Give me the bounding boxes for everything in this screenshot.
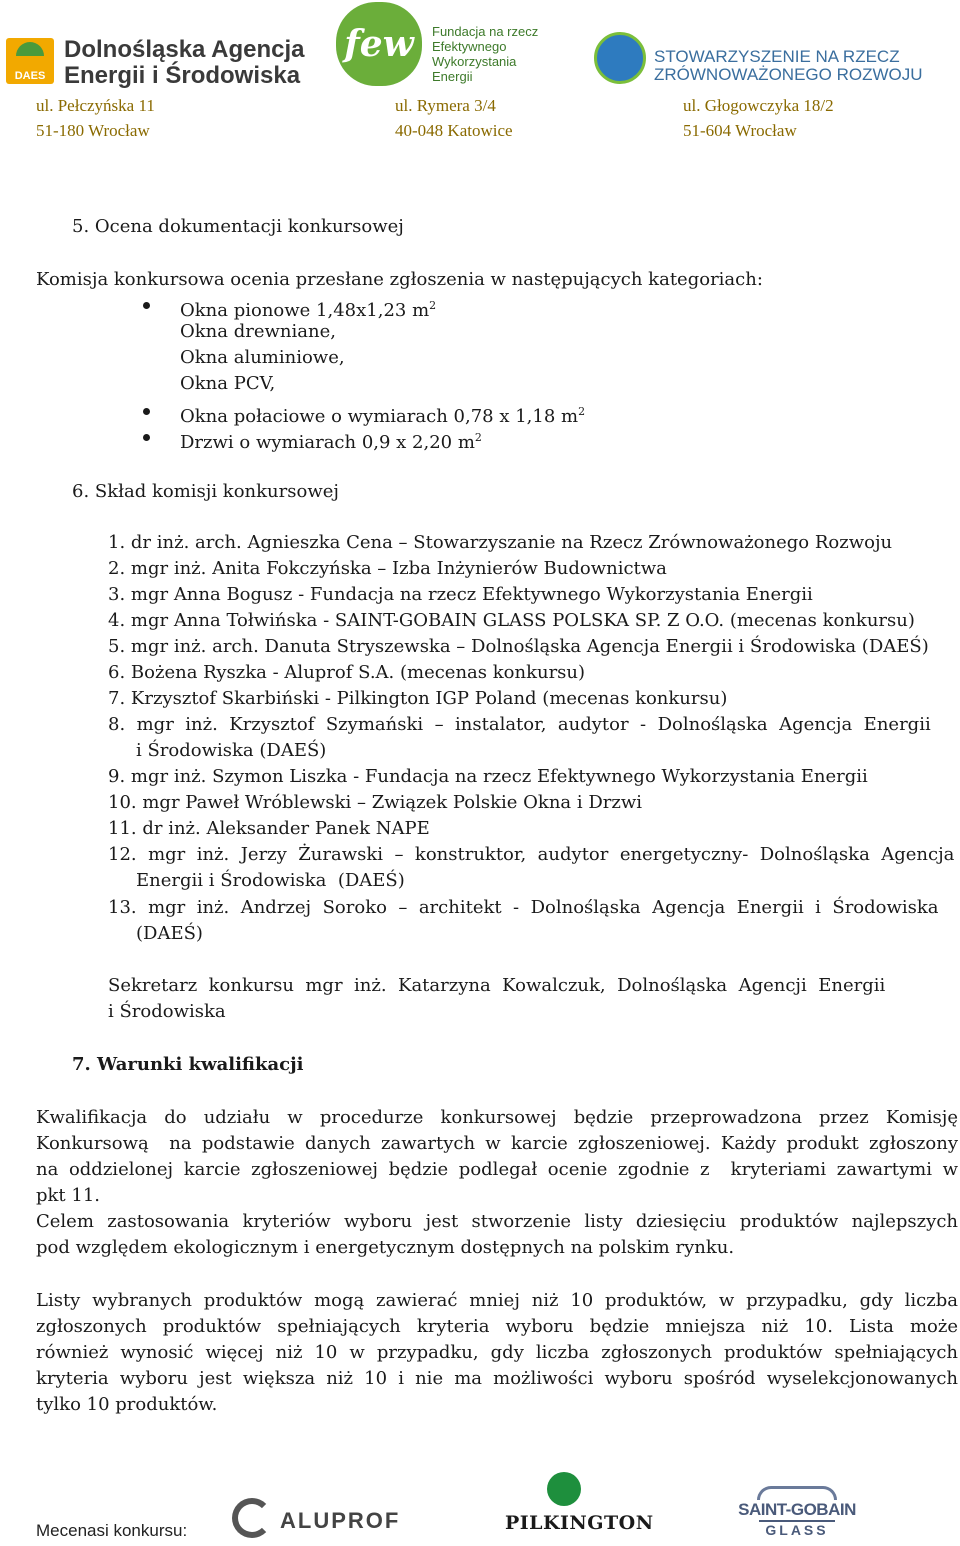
list-item: 3. mgr Anna Bogusz - Fundacja na rzecz Efektywnego Wykorzystania Energii: [108, 584, 813, 605]
globe-icon: [594, 32, 646, 84]
list-item: 2. mgr inż. Anita Fokczyńska – Izba Inżynierów Budownictwa: [108, 558, 667, 579]
address-sr: ul. Głogowczyka 18/2 51-604 Wrocław: [683, 96, 834, 140]
category-item: Okna drewniane,: [180, 321, 336, 342]
list-item: 5. mgr inż. arch. Danuta Stryszewska – Dolnośląska Agencja Energii i Środowiska (DAEŚ): [108, 636, 929, 657]
list-item-continuation: (DAEŚ): [136, 923, 203, 944]
daes-logo: [6, 36, 305, 89]
section7-heading: 7. Warunki kwalifikacji: [72, 1054, 304, 1075]
bullet-icon: [143, 434, 150, 441]
section5-intro: Komisja konkursowa ocenia przesłane zgłoszenia w następujących kategoriach:: [36, 269, 763, 290]
list-item: 9. mgr inż. Szymon Liszka - Fundacja na rzecz Efektywnego Wykorzystania Energii: [108, 766, 868, 787]
list-item-continuation: Energii i Środowiska (DAEŚ): [136, 870, 405, 891]
sr-logo: [594, 28, 923, 88]
list-item: 8. mgr inż. Krzysztof Szymański – instalator, audytor - Dolnośląska Agencja Energii: [108, 714, 931, 735]
list-item-continuation: i Środowiska (DAEŚ): [136, 740, 327, 761]
bullet-icon: [143, 408, 150, 415]
list-item: 12. mgr inż. Jerzy Żurawski – konstruktor, audytor energetyczny- Dolnośląska Agencja: [108, 844, 955, 865]
few-logo: [336, 0, 576, 88]
saint-gobain-logo: SAINT-GOBAIN GLASS: [712, 1486, 882, 1542]
list-item: 13. mgr inż. Andrzej Soroko – architekt - Dolnośląska Agencja Energii i Środowiska: [108, 897, 939, 918]
list-item: 7. Krzysztof Skarbiński - Pilkington IGP Poland (mecenas konkursu): [108, 688, 728, 709]
paragraph-qualification: Kwalifikacja do udziału w procedurze konkursowej będzie przeprowadzona przez Komisję Konkursową na podstawie danych zawartych w karcie zgłoszeniowej. Każdy produkt zgłoszony na oddzielonej karcie zgłoszeniowej będzie podlegał ocenie zgodnie z kryteriami zawartymi w pkt 11.: [36, 1107, 958, 1206]
paragraph-lists: Listy wybranych produktów mogą zawierać mniej niż 10 produktów, w przypadku, gdy liczba zgłoszonych produktów spełniających kryteria wyboru będzie mniejsza niż 10. Lista może również wynosić więcej niż 10 w przypadku, gdy liczba zgłoszonych produktów spełniających kryteria wyboru jest większa niż 10 i nie ma możliwości wyboru spośród wyselekcjonowanych tylko 10 produktów.: [36, 1290, 958, 1415]
aluprof-icon: [232, 1498, 272, 1538]
list-item: 1. dr inż. arch. Agnieszka Cena – Stowarzyszanie na Rzecz Zrównoważonego Rozwoju: [108, 532, 893, 553]
category-item: Okna pionowe 1,48x1,23 $m^2$: [180, 299, 437, 321]
paragraph-purpose: Celem zastosowania kryteriów wyboru jest stworzenie listy dziesięciu produktów najlepszych pod względem ekologicznym i energetycznym dostępnych na polskim rynku.: [36, 1211, 958, 1258]
address-daes: ul. Pełczyńska 11 51-180 Wrocław: [36, 96, 155, 140]
sponsors-label: Mecenasi konkursu:: [36, 1521, 188, 1540]
few-name: Fundacja na rzecz Efektywnego Wykorzystania Energii: [432, 24, 539, 84]
daes-name-line1: Dolnośląska Agencja: [64, 36, 305, 63]
secretary-line: i Środowiska: [108, 1001, 226, 1022]
secretary-line: Sekretarz konkursu mgr inż. Katarzyna Kowalczuk, Dolnośląska Agencji Energii: [108, 975, 886, 996]
category-item: Drzwi o wymiarach 0,9 x 2,20 $m^2$: [180, 431, 482, 453]
saint-gobain-arc-icon: [757, 1486, 837, 1500]
pilkington-logo: PILKINGTON: [505, 1472, 623, 1538]
category-item: Okna PCV,: [180, 373, 276, 394]
list-item: 4. mgr Anna Tołwińska - SAINT-GOBAIN GLASS POLSKA SP. Z O.O. (mecenas konkursu): [108, 610, 915, 631]
section5-heading: 5. Ocena dokumentacji konkursowej: [72, 216, 404, 237]
daes-emblem-icon: DAES: [6, 38, 54, 84]
address-few: ul. Rymera 3/4 40-048 Katowice: [395, 96, 513, 140]
list-item: 6. Bożena Ryszka - Aluprof S.A. (mecenas konkursu): [108, 662, 586, 683]
bullet-icon: [143, 302, 150, 309]
sr-name: STOWARZYSZENIE NA RZECZ ZRÓWNOWAŻONEGO ROZWOJU: [654, 47, 923, 84]
section6-heading: 6. Skład komisji konkursowej: [72, 481, 339, 502]
few-mark-icon: few: [336, 2, 422, 86]
list-item: 10. mgr Paweł Wróblewski – Związek Polskie Okna i Drzwi: [108, 792, 643, 813]
list-item: 11. dr inż. Aleksander Panek NAPE: [108, 818, 430, 839]
category-item: Okna aluminiowe,: [180, 347, 345, 368]
daes-name-line2: Energii i Środowiska: [64, 62, 301, 89]
category-item: Okna połaciowe o wymiarach 0,78 x 1,18 $m^2$: [180, 405, 586, 427]
aluprof-logo: ALUPROF: [232, 1498, 422, 1538]
pilkington-icon: [547, 1472, 581, 1506]
